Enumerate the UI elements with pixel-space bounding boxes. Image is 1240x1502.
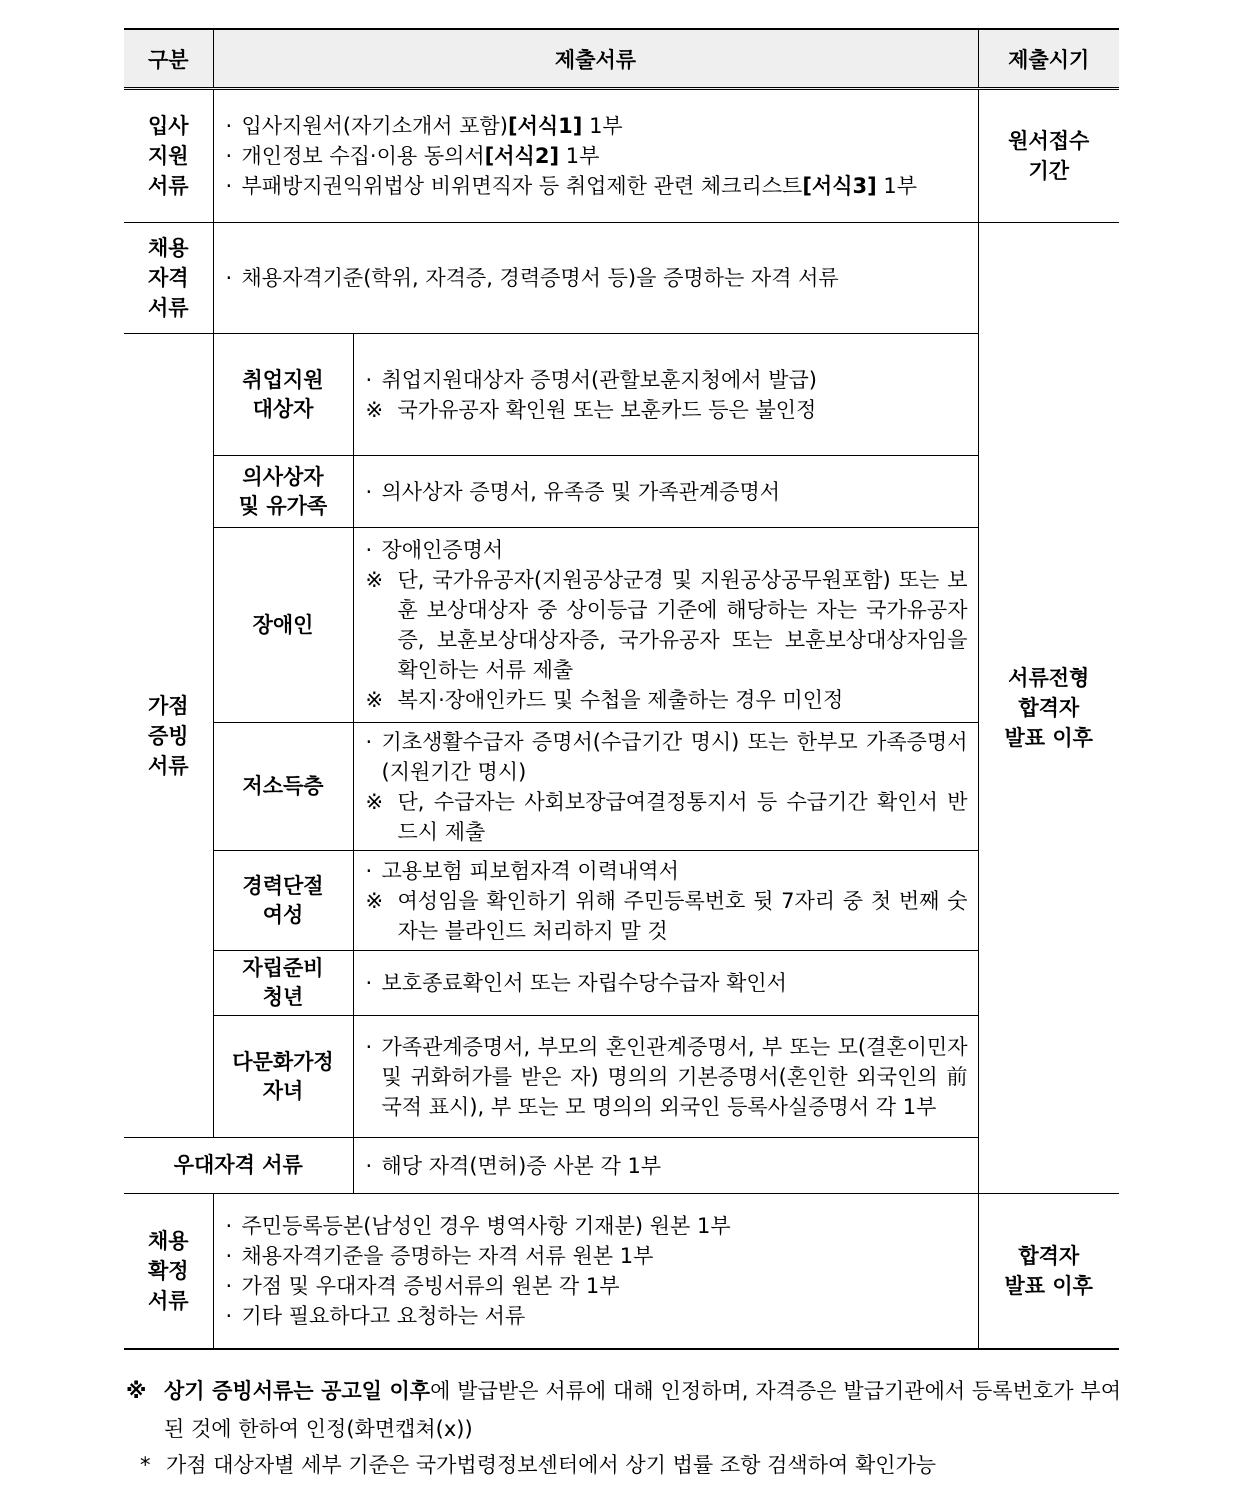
bonus-label-multicultural: 다문화가정 자녀 [213,1016,353,1138]
bonus-label-righteous-victims: 의사상자 및 유가족 [213,456,353,528]
bonus-label-employment-support: 취업지원 대상자 [213,334,353,456]
note-validity [126,1372,1121,1448]
timing-confirmation: 합격자 발표 이후 [978,1194,1119,1349]
bullet-mark: · [365,729,373,754]
table-row-bonus-righteous-victims [124,456,1119,528]
doc-item-text: 채용자격기준(학위, 자격증, 경력증명서 등)을 증명하는 자격 서류 [241,266,839,290]
doc-item [366,886,968,946]
doc-item [366,856,968,886]
category-confirmation: 채용 확정 서류 [124,1194,213,1349]
header-documents: 제출서류 [213,29,978,89]
bullet-mark: · [225,1303,233,1328]
doc-item-text: 개인정보 수집·이용 동의서[서식2] 1부 [241,144,600,168]
bullet-mark: · [365,1153,373,1178]
table-row-qualification [124,223,1119,334]
doc-item [366,727,968,787]
reference-mark: ※ [365,789,384,814]
doc-item-text: 채용자격기준을 증명하는 자격 서류 원본 1부 [241,1243,654,1268]
doc-item-text: 취업지원대상자 증명서(관할보훈지청에서 발급) [381,367,817,392]
doc-item-text: 단, 국가유공자(지원공상군경 및 지원공상공무원포함) 또는 보훈 보상대상자 중 상이등급 기준에 해당하는 자는 국가유공자증, 보훈보상대상자증, 국가유공자 또는 보훈보상대상자임을 확인하는 서류 제출 [397,568,968,682]
doc-item [366,565,968,685]
doc-item [226,1241,968,1271]
bullet-mark: · [225,1243,233,1268]
bonus-docs-disabled [353,528,978,723]
header-timing: 제출시기 [978,29,1119,89]
note-bold-text: 상기 증빙서류는 공고일 이후 [164,1379,431,1403]
reference-mark: ※ [365,397,384,422]
bonus-label-career-break: 경력단절 여성 [213,851,353,951]
bullet-mark: · [225,114,233,138]
table-row-preferential [124,1138,1119,1194]
table-row-bonus-employment-support [124,334,1119,456]
bullet-mark: · [365,367,373,392]
doc-item [366,685,968,715]
reference-mark: ※ [365,568,384,592]
doc-item-text: 주민등록등본(남성인 경우 병역사항 기재분) 원본 1부 [241,1213,731,1238]
form-reference: [서식2] [484,144,560,168]
bonus-docs-multicultural [353,1016,978,1138]
note-reference-mark: ※ [126,1379,147,1403]
reference-mark: ※ [365,888,384,913]
doc-item [366,787,968,847]
doc-item [226,111,968,141]
category-application: 입사 지원 서류 [124,89,213,223]
doc-item-text: 부패방지권익위법상 비위면직자 등 취업제한 관련 체크리스트[서식3] 1부 [241,174,918,198]
header-category: 구분 [124,29,213,89]
bonus-docs-righteous-victims [353,456,978,528]
doc-item [226,263,968,293]
table-row-bonus-career-break [124,851,1119,951]
doc-item-text: 해당 자격(면허)증 사본 각 1부 [381,1153,662,1178]
doc-item [366,968,968,998]
note-legal-text: 가점 대상자별 세부 기준은 국가법령정보센터에서 상기 법률 조항 검색하여 확인가능 [166,1453,937,1477]
doc-item [226,141,968,171]
note-asterisk-mark: * [140,1453,151,1477]
form-reference: [서식3] [802,174,877,198]
doc-item-text: 가점 및 우대자격 증빙서류의 원본 각 1부 [241,1273,620,1298]
reference-mark: ※ [365,688,384,712]
bullet-mark: · [225,1273,233,1298]
timing-bonus: 서류전형 합격자 발표 이후 [978,223,1119,1194]
table-row-application [124,89,1119,223]
bullet-mark: · [365,1034,373,1059]
doc-item-text: 고용보험 피보험자격 이력내역서 [381,858,679,883]
bonus-docs-career-break [353,851,978,951]
note-text: 에 발급받은 서류에 대해 인정하며, 자격증은 발급기관에서 등록번호가 부여된 것에 한하여 인정(화면캡쳐(x)) [164,1379,1121,1441]
bonus-docs-independent-youth [353,951,978,1016]
doc-item-text: 여성임을 확인하기 위해 주민등록번호 뒷 7자리 중 첫 번째 숫자는 블라인드 처리하지 말 것 [397,888,968,943]
timing-application: 원서접수 기간 [978,89,1119,223]
doc-item-text: 복지·장애인카드 및 수첩을 제출하는 경우 미인정 [397,688,844,712]
bullet-mark: · [365,858,373,883]
confirmation-docs [213,1194,978,1349]
bonus-docs-low-income [353,723,978,851]
preferential-label: 우대자격 서류 [124,1138,353,1194]
doc-item-text: 기타 필요하다고 요청하는 서류 [241,1303,526,1328]
preferential-docs [353,1138,978,1194]
bullet-mark: · [225,266,233,290]
table-header-row [124,29,1119,89]
doc-item [366,365,968,395]
application-docs [213,89,978,223]
bullet-mark: · [365,971,373,995]
doc-item-text: 보호종료확인서 또는 자립수당수급자 확인서 [381,971,787,995]
bonus-label-low-income: 저소득층 [213,723,353,851]
doc-item [226,171,968,201]
table-row-bonus-low-income [124,723,1119,851]
doc-item-text: 가족관계증명서, 부모의 혼인관계증명서, 부 또는 모(결혼이민자 및 귀화허가를 받은 자) 명의의 기본증명서(혼인한 외국인의 前 국적 표시), 부 또는 모 명의의 외국인 등록사실증명서 각 1부 [381,1034,968,1119]
doc-item [366,1151,968,1181]
form-reference: [서식1] [508,114,583,138]
category-bonus: 가점 증빙 서류 [124,334,213,1138]
qualification-docs [213,223,978,334]
notes-section [126,1372,1121,1480]
table-row-bonus-multicultural [124,1016,1119,1138]
bullet-mark: · [225,174,233,198]
note-legal-reference [126,1450,1121,1480]
document-table [124,28,1119,1350]
doc-item [226,1271,968,1301]
doc-item-text: 의사상자 증명서, 유족증 및 가족관계증명서 [381,479,781,504]
doc-item-text: 단, 수급자는 사회보장급여결정통지서 등 수급기간 확인서 반드시 제출 [397,789,968,844]
doc-item-text: 입사지원서(자기소개서 포함)[서식1] 1부 [241,114,623,138]
bullet-mark: · [365,538,373,562]
bullet-mark: · [365,479,373,504]
doc-item-text: 장애인증명서 [381,538,504,562]
table-row-bonus-disabled [124,528,1119,723]
bonus-label-independent-youth: 자립준비 청년 [213,951,353,1016]
bullet-mark: · [225,1213,233,1238]
doc-item-text: 기초생활수급자 증명서(수급기간 명시) 또는 한부모 가족증명서(지원기간 명시) [381,729,968,784]
doc-item [366,1032,968,1122]
doc-item [366,477,968,507]
doc-item-text: 국가유공자 확인원 또는 보훈카드 등은 불인정 [397,397,817,422]
table-row-confirmation [124,1194,1119,1349]
table-row-bonus-independent-youth [124,951,1119,1016]
bonus-docs-employment-support [353,334,978,456]
doc-item [366,395,968,425]
bullet-mark: · [225,144,233,168]
doc-item [226,1211,968,1241]
doc-item [366,535,968,565]
category-qualification: 채용 자격 서류 [124,223,213,334]
doc-item [226,1301,968,1331]
bonus-label-disabled: 장애인 [213,528,353,723]
